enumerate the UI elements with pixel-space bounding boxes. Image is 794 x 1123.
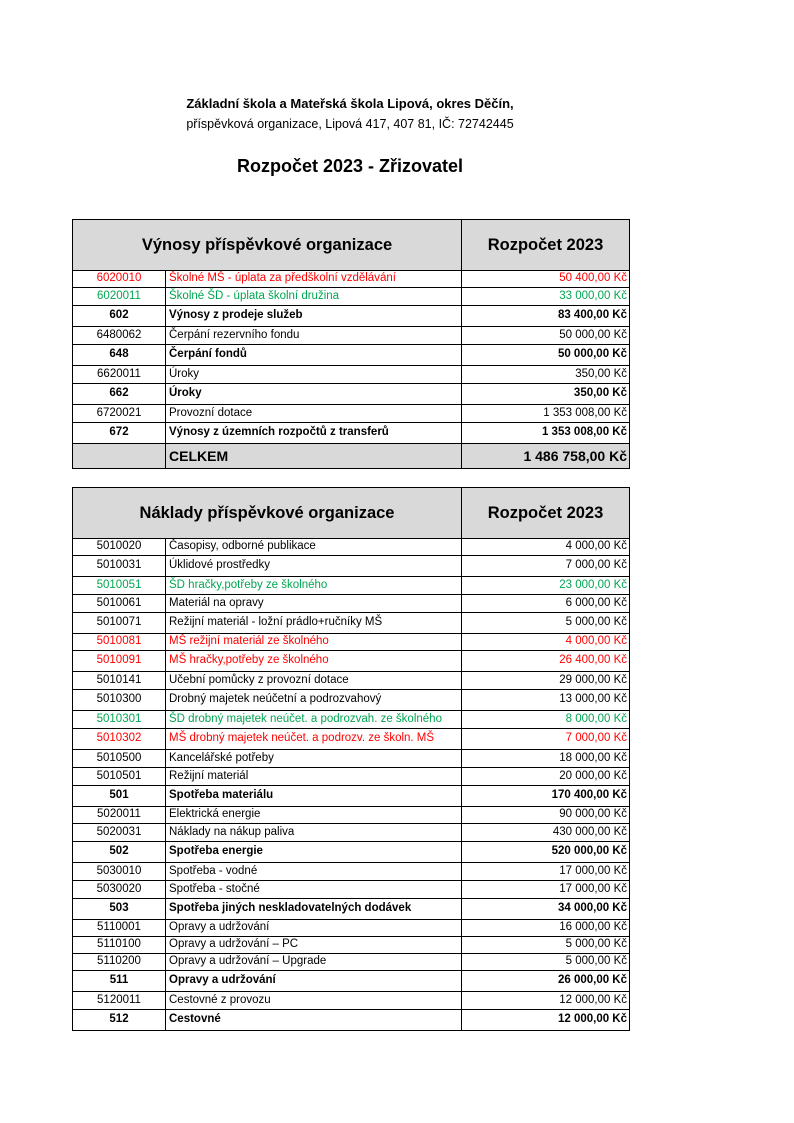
amount: 23 000,00 Kč	[462, 577, 630, 595]
account-code: 512	[73, 1010, 166, 1031]
amount: 26 400,00 Kč	[462, 651, 630, 672]
income-row	[73, 405, 630, 423]
item-name: Opravy a udržování	[166, 971, 462, 992]
account-code: 5010081	[73, 634, 166, 651]
account-code: 5110001	[73, 920, 166, 937]
item-name: Náklady na nákup paliva	[166, 824, 462, 842]
amount: 430 000,00 Kč	[462, 824, 630, 842]
account-code: 511	[73, 971, 166, 992]
amount: 83 400,00 Kč	[462, 306, 630, 327]
amount: 1 353 008,00 Kč	[462, 423, 630, 444]
amount: 5 000,00 Kč	[462, 937, 630, 954]
costs-row	[73, 971, 630, 992]
amount: 12 000,00 Kč	[462, 1010, 630, 1031]
costs-row	[73, 954, 630, 971]
amount: 7 000,00 Kč	[462, 556, 630, 577]
item-name: Výnosy z územních rozpočtů z transferů	[166, 423, 462, 444]
costs-table	[72, 487, 630, 1031]
costs-row	[73, 634, 630, 651]
amount: 50 000,00 Kč	[462, 327, 630, 345]
amount: 20 000,00 Kč	[462, 768, 630, 786]
item-name: Úroky	[166, 366, 462, 384]
costs-row	[73, 881, 630, 899]
item-name: Materiál na opravy	[166, 595, 462, 613]
income-row	[73, 288, 630, 306]
amount: 4 000,00 Kč	[462, 634, 630, 651]
account-code: 5010020	[73, 539, 166, 556]
item-name: Čerpání fondů	[166, 345, 462, 366]
item-name: ŠD hračky,potřeby ze školného	[166, 577, 462, 595]
item-name: MŠ drobný majetek neúčet. a podrozv. ze školn. MŠ	[166, 729, 462, 750]
costs-row	[73, 595, 630, 613]
item-name: Kancelářské potřeby	[166, 750, 462, 768]
account-code: 501	[73, 786, 166, 807]
item-name: Cestovné z provozu	[166, 992, 462, 1010]
costs-column-title: Náklady příspěvkové organizace	[73, 488, 462, 539]
costs-row	[73, 729, 630, 750]
amount: 33 000,00 Kč	[462, 288, 630, 306]
item-name: Úroky	[166, 384, 462, 405]
account-code: 602	[73, 306, 166, 327]
item-name: Režijní materiál	[166, 768, 462, 786]
item-name: Elektrická energie	[166, 807, 462, 824]
costs-row	[73, 992, 630, 1010]
amount: 26 000,00 Kč	[462, 971, 630, 992]
income-row	[73, 423, 630, 444]
amount: 12 000,00 Kč	[462, 992, 630, 1010]
costs-row	[73, 651, 630, 672]
amount: 350,00 Kč	[462, 366, 630, 384]
costs-row	[73, 937, 630, 954]
amount: 50 400,00 Kč	[462, 271, 630, 288]
item-name: Časopisy, odborné publikace	[166, 539, 462, 556]
costs-row	[73, 842, 630, 863]
income-row	[73, 345, 630, 366]
item-name: ŠD drobný majetek neúčet. a podrozvah. ze školného	[166, 711, 462, 729]
account-code: 5010302	[73, 729, 166, 750]
costs-row	[73, 672, 630, 690]
costs-row	[73, 1010, 630, 1031]
amount: 8 000,00 Kč	[462, 711, 630, 729]
item-name: Opravy a udržování – PC	[166, 937, 462, 954]
account-code: 5010301	[73, 711, 166, 729]
income-row	[73, 306, 630, 327]
costs-row	[73, 899, 630, 920]
income-column-budget: Rozpočet 2023	[462, 220, 630, 271]
account-code: 5010500	[73, 750, 166, 768]
amount: 34 000,00 Kč	[462, 899, 630, 920]
amount: 1 353 008,00 Kč	[462, 405, 630, 423]
costs-row	[73, 786, 630, 807]
amount: 5 000,00 Kč	[462, 613, 630, 634]
amount: 350,00 Kč	[462, 384, 630, 405]
income-row	[73, 366, 630, 384]
account-code: 5010501	[73, 768, 166, 786]
costs-row	[73, 920, 630, 937]
amount: 90 000,00 Kč	[462, 807, 630, 824]
amount: 7 000,00 Kč	[462, 729, 630, 750]
item-name: MŠ hračky,potřeby ze školného	[166, 651, 462, 672]
item-name: Provozní dotace	[166, 405, 462, 423]
account-code: 503	[73, 899, 166, 920]
account-code: 5020011	[73, 807, 166, 824]
account-code: 662	[73, 384, 166, 405]
account-code: 6620011	[73, 366, 166, 384]
account-code: 5110100	[73, 937, 166, 954]
costs-row	[73, 556, 630, 577]
item-name: Školné MŠ - úplata za předškolní vzdělávání	[166, 271, 462, 288]
amount: 29 000,00 Kč	[462, 672, 630, 690]
item-name: Opravy a udržování	[166, 920, 462, 937]
account-code: 6020011	[73, 288, 166, 306]
item-name: Spotřeba - vodné	[166, 863, 462, 881]
amount: 4 000,00 Kč	[462, 539, 630, 556]
item-name: Cestovné	[166, 1010, 462, 1031]
account-code: 6480062	[73, 327, 166, 345]
costs-row	[73, 863, 630, 881]
account-code: 5030010	[73, 863, 166, 881]
account-code: 5010141	[73, 672, 166, 690]
account-code: 672	[73, 423, 166, 444]
item-name: Režijní materiál - ložní prádlo+ručníky MŠ	[166, 613, 462, 634]
total-code	[73, 444, 166, 469]
item-name: Drobný majetek neúčetní a podrozvahový	[166, 690, 462, 711]
account-code: 5030020	[73, 881, 166, 899]
account-code: 648	[73, 345, 166, 366]
costs-column-budget: Rozpočet 2023	[462, 488, 630, 539]
account-code: 5010091	[73, 651, 166, 672]
item-name: Školné ŠD - úplata školní družina	[166, 288, 462, 306]
total-label: CELKEM	[166, 444, 462, 469]
amount: 17 000,00 Kč	[462, 881, 630, 899]
costs-header-row	[73, 488, 630, 539]
income-column-title: Výnosy příspěvkové organizace	[73, 220, 462, 271]
item-name: Opravy a udržování – Upgrade	[166, 954, 462, 971]
amount: 170 400,00 Kč	[462, 786, 630, 807]
amount: 18 000,00 Kč	[462, 750, 630, 768]
amount: 6 000,00 Kč	[462, 595, 630, 613]
item-name: Výnosy z prodeje služeb	[166, 306, 462, 327]
account-code: 6720021	[73, 405, 166, 423]
costs-row	[73, 711, 630, 729]
costs-row	[73, 750, 630, 768]
costs-row	[73, 539, 630, 556]
account-code: 5010300	[73, 690, 166, 711]
income-total-row	[73, 444, 630, 469]
account-code: 5020031	[73, 824, 166, 842]
account-code: 5010051	[73, 577, 166, 595]
income-header-row	[73, 220, 630, 271]
income-row	[73, 327, 630, 345]
income-row	[73, 271, 630, 288]
costs-row	[73, 807, 630, 824]
item-name: Spotřeba jiných neskladovatelných dodávek	[166, 899, 462, 920]
account-code: 6020010	[73, 271, 166, 288]
amount: 16 000,00 Kč	[462, 920, 630, 937]
account-code: 5010071	[73, 613, 166, 634]
item-name: Úklidové prostředky	[166, 556, 462, 577]
amount: 5 000,00 Kč	[462, 954, 630, 971]
school-name: Základní škola a Mateřská škola Lipová, okres Děčín,	[186, 96, 514, 111]
costs-row	[73, 577, 630, 595]
item-name: MŠ režijní materiál ze školného	[166, 634, 462, 651]
item-name: Spotřeba materiálu	[166, 786, 462, 807]
account-code: 502	[73, 842, 166, 863]
school-details: příspěvková organizace, Lipová 417, 407 81, IČ: 72742445	[186, 117, 514, 131]
page-title: Rozpočet 2023 - Zřizovatel	[236, 156, 464, 176]
total-amount: 1 486 758,00 Kč	[462, 444, 630, 469]
amount: 13 000,00 Kč	[462, 690, 630, 711]
amount: 520 000,00 Kč	[462, 842, 630, 863]
costs-row	[73, 613, 630, 634]
item-name: Spotřeba - stočné	[166, 881, 462, 899]
account-code: 5110200	[73, 954, 166, 971]
costs-row	[73, 690, 630, 711]
costs-row	[73, 768, 630, 786]
account-code: 5120011	[73, 992, 166, 1010]
costs-row	[73, 824, 630, 842]
item-name: Čerpání rezervního fondu	[166, 327, 462, 345]
account-code: 5010031	[73, 556, 166, 577]
income-table	[72, 219, 630, 469]
amount: 50 000,00 Kč	[462, 345, 630, 366]
account-code: 5010061	[73, 595, 166, 613]
item-name: Učební pomůcky z provozní dotace	[166, 672, 462, 690]
item-name: Spotřeba energie	[166, 842, 462, 863]
amount: 17 000,00 Kč	[462, 863, 630, 881]
income-row	[73, 384, 630, 405]
